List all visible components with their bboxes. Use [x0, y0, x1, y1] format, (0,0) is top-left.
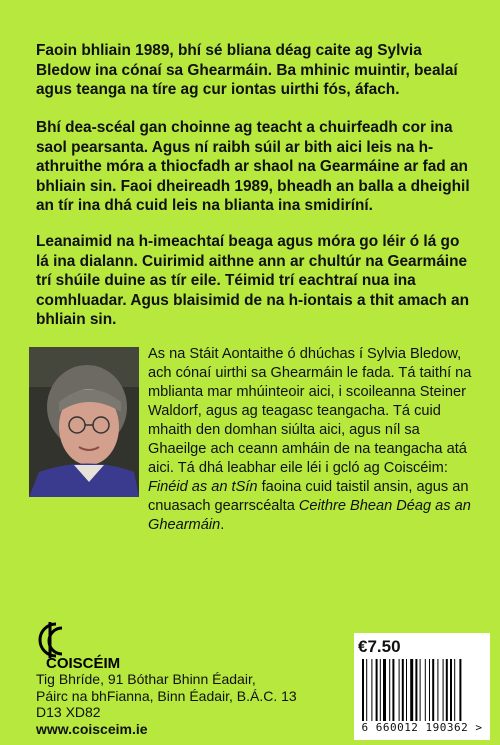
barcode-image	[360, 659, 478, 721]
logo-text: COISCÉIM	[46, 655, 121, 670]
publisher-info	[36, 671, 326, 737]
blurb-paragraph-3: Leanaimid na h-imeachtaí beaga agus móra go léir ó lá go lá ina dialann. Cuirimid aithne ann ar chultúr na Gearmáine trí shúile duine as tír eile. Téimid trí eachtraí nua ina comhluadar. Agus blaisimid de na h-iontais a thit amach an bhliain sin.	[36, 233, 470, 328]
barcode-digits: 6 660012 190362 >	[361, 721, 483, 734]
author-photo	[29, 347, 139, 497]
book-title-1: Finéid as an tSín	[148, 479, 258, 495]
price-label: €7.50	[358, 637, 401, 656]
address-line-1: Tig Bhríde, 91 Bóthar Bhinn Éadair,	[36, 671, 256, 687]
author-bio-text-1: As na Stáit Aontaithe ó dhúchas í Sylvia Bledow, ach cónaí uirthi sa Ghearmáin le fada. Tá taithí na mblianta mar mhúinteoir aici, i scoileanna Steiner Waldorf, agus ag teagasc teangacha. Tá cuid mhaith den domhan siúlta aici, agus níl sa Ghaeilge ach ceann amháin de na teangacha atá aici. Tá dhá leabhar eile léi i gcló ag Coiscéim:	[148, 346, 472, 476]
book-title-2: Ceithre Bhean Déag as an Ghearmáin	[148, 498, 471, 533]
author-bio-text-2: faoina cuid taistil ansin, agus an cnuasach gearrscéalta	[148, 479, 469, 514]
address-line-3: D13 XD82	[36, 704, 101, 720]
barcode-box	[354, 633, 490, 740]
website-link: www.coisceim.ie	[36, 720, 148, 737]
author-bio	[148, 345, 482, 535]
coisceim-logo	[32, 618, 150, 670]
blurb-paragraph-1: Faoin bhliain 1989, bhí sé bliana déag caite ag Sylvia Bledow ina cónaí sa Ghearmáin. Ba mhinic muintir, bealaí agus teanga na tíre ag cur iontas uirthi fós, áfach.	[36, 42, 458, 98]
author-bio-text-3: .	[220, 517, 225, 533]
blurb-paragraph-2: Bhí dea-scéal gan choinne ag teacht a chuirfeadh cor ina saol pearsanta. Agus ní raibh súil ar bith aici leis na h-athruithe móra a thiocfadh ar shaol na Gearmáine ar fad an bhliain sin. Faoi dheireadh 1989, bheadh an balla a dheighil an tír ina dhá cuid leis na blianta ina smidiríní.	[36, 119, 470, 214]
address-line-2: Páirc na bhFianna, Binn Éadair, B.Á.C. 13	[36, 687, 297, 704]
